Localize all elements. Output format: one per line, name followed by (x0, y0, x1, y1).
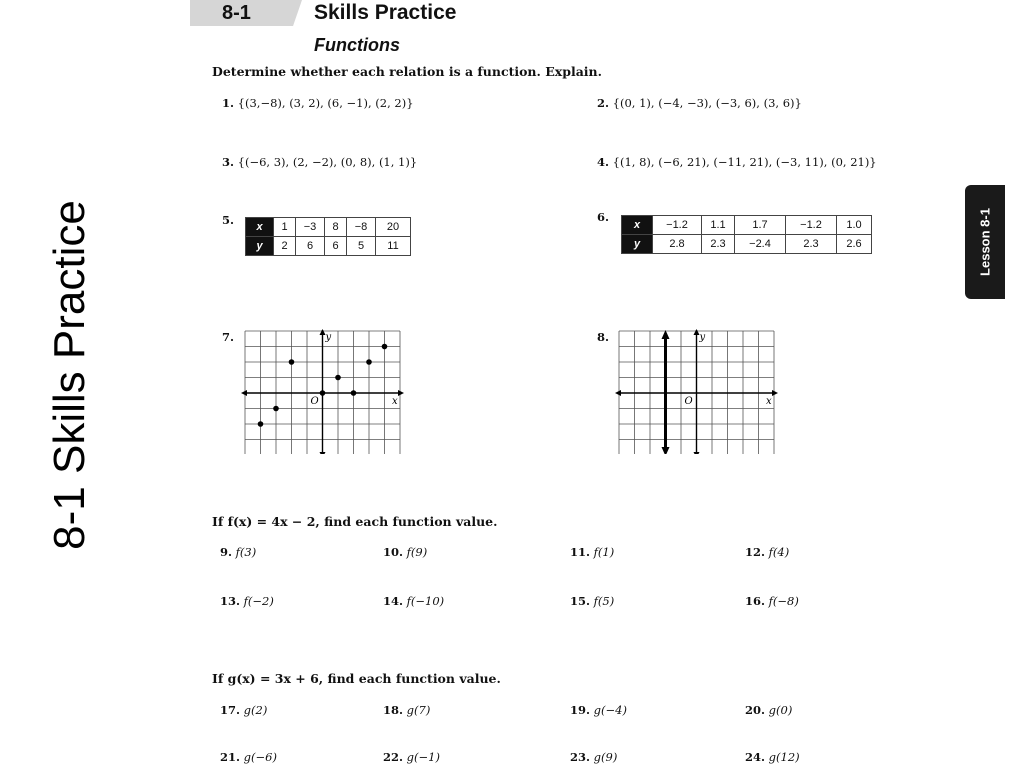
y-axis-label: y (699, 332, 706, 343)
origin-label: O (684, 396, 693, 407)
problem-number: 3. (222, 155, 235, 169)
f-value-problem (570, 594, 614, 608)
data-point (273, 406, 279, 412)
problem-number: 21. (220, 750, 241, 764)
problem-number: 22. (383, 750, 404, 764)
problem-text: g(−4) (593, 703, 627, 717)
table-header-x: x (246, 218, 274, 237)
x-axis-arrow (615, 390, 621, 396)
problem-number: 23. (570, 750, 591, 764)
f-value-problem (745, 545, 789, 559)
table-cell: 1.1 (702, 216, 735, 235)
table-cell: 2 (274, 237, 296, 256)
problem-number: 2. (597, 96, 610, 110)
problem-number: 18. (383, 703, 404, 717)
problem-number: 15. (570, 594, 591, 608)
f-value-problem (383, 545, 427, 559)
table-row-x (622, 216, 872, 235)
table-cell: −2.4 (735, 235, 786, 254)
table-cell: 2.3 (702, 235, 735, 254)
problem-number: 12. (745, 545, 766, 559)
problem-1 (222, 96, 414, 110)
x-axis-label: x (392, 396, 398, 407)
data-point (366, 359, 372, 365)
g-value-problem (745, 750, 800, 764)
problem-text: f(9) (406, 545, 428, 559)
problem-number: 1. (222, 96, 235, 110)
problem-number: 24. (745, 750, 766, 764)
origin-label: O (310, 396, 319, 407)
g-value-problem (383, 703, 430, 717)
problem-text: g(9) (593, 750, 618, 764)
y-axis-arrow (694, 452, 700, 454)
problem-text: {(0, 1), (−4, −3), (−3, 6), (3, 6)} (612, 96, 802, 110)
table-cell: 1.7 (735, 216, 786, 235)
problem-text: f(4) (768, 545, 790, 559)
coordinate-graph-8 (614, 328, 782, 454)
problem-number: 11. (570, 545, 591, 559)
g-value-problem (220, 703, 267, 717)
g-value-problem (220, 750, 277, 764)
problem-text: g(12) (768, 750, 800, 764)
data-point (382, 344, 388, 350)
problem-text: g(−1) (406, 750, 440, 764)
data-point (320, 390, 326, 396)
table-cell: 11 (376, 237, 411, 256)
x-axis-arrow (772, 390, 778, 396)
table-row-x (246, 218, 411, 237)
table-cell: 6 (325, 237, 347, 256)
section1-instruction: Determine whether each relation is a function. Explain. (212, 64, 602, 79)
g-value-problem (570, 703, 627, 717)
relation-table-6 (621, 215, 872, 254)
lesson-tab-label: Lesson 8-1 (977, 208, 993, 276)
problem-6-number: 6. (597, 210, 610, 224)
problem-number: 9. (220, 545, 233, 559)
lesson-tab (965, 185, 1005, 299)
table-row-y (622, 235, 872, 254)
problem-7-number: 7. (222, 330, 235, 344)
table-cell: 2.3 (786, 235, 837, 254)
f-value-problem (220, 594, 274, 608)
problem-number: 13. (220, 594, 241, 608)
table-cell: 1 (274, 218, 296, 237)
y-axis-label: y (325, 332, 332, 343)
data-point (258, 421, 264, 427)
data-point (289, 359, 295, 365)
section3-instruction: If g(x) = 3x + 6, find each function value. (212, 671, 501, 686)
g-value-problem (383, 750, 440, 764)
problem-number: 20. (745, 703, 766, 717)
coordinate-graph-7 (240, 328, 408, 454)
y-axis-arrow (320, 452, 326, 454)
problem-text: {(3,−8), (3, 2), (6, −1), (2, 2)} (237, 96, 414, 110)
problem-text: {(1, 8), (−6, 21), (−11, 21), (−3, 11), (0, 21)} (612, 155, 877, 169)
problem-number: 17. (220, 703, 241, 717)
problem-2 (597, 96, 802, 110)
table-header-y: y (246, 237, 274, 256)
problem-text: f(3) (235, 545, 257, 559)
f-value-problem (745, 594, 799, 608)
table-cell: 2.8 (653, 235, 702, 254)
table-cell: 1.0 (837, 216, 872, 235)
table-cell: 20 (376, 218, 411, 237)
problem-text: g(7) (406, 703, 431, 717)
problem-8-number: 8. (597, 330, 610, 344)
problem-text: g(−6) (243, 750, 277, 764)
problem-text: f(−8) (768, 594, 799, 608)
problem-number: 19. (570, 703, 591, 717)
g-value-problem (570, 750, 617, 764)
problem-text: g(0) (768, 703, 793, 717)
problem-text: f(−2) (243, 594, 274, 608)
problem-5-number: 5. (222, 213, 235, 227)
data-point (335, 375, 341, 381)
section2-instruction: If f(x) = 4x − 2, find each function value. (212, 514, 498, 529)
problem-text: f(−10) (406, 594, 445, 608)
line-arrow (662, 447, 670, 454)
problem-text: g(2) (243, 703, 268, 717)
table-header-x: x (622, 216, 653, 235)
problem-4 (597, 155, 877, 169)
problem-text: {(−6, 3), (2, −2), (0, 8), (1, 1)} (237, 155, 418, 169)
page-title: Skills Practice (314, 1, 457, 24)
x-axis-arrow (398, 390, 404, 396)
relation-table-5 (245, 217, 411, 256)
problem-3 (222, 155, 417, 169)
table-cell: −1.2 (786, 216, 837, 235)
data-point (351, 390, 357, 396)
table-cell: −8 (347, 218, 376, 237)
g-value-problem (745, 703, 792, 717)
problem-number: 4. (597, 155, 610, 169)
table-header-y: y (622, 235, 653, 254)
f-value-problem (220, 545, 256, 559)
table-cell: 8 (325, 218, 347, 237)
page-subtitle: Functions (314, 35, 400, 55)
problem-number: 16. (745, 594, 766, 608)
table-cell: 5 (347, 237, 376, 256)
f-value-problem (383, 594, 444, 608)
problem-text: f(1) (593, 545, 615, 559)
table-cell: −3 (296, 218, 325, 237)
table-cell: 2.6 (837, 235, 872, 254)
table-row-y (246, 237, 411, 256)
x-axis-arrow (241, 390, 247, 396)
lesson-number: 8-1 (222, 2, 251, 24)
f-value-problem (570, 545, 614, 559)
table-cell: −1.2 (653, 216, 702, 235)
x-axis-label: x (766, 396, 772, 407)
problem-number: 10. (383, 545, 404, 559)
side-title: 8-1 Skills Practice (45, 200, 94, 550)
problem-text: f(5) (593, 594, 615, 608)
table-cell: 6 (296, 237, 325, 256)
problem-number: 14. (383, 594, 404, 608)
